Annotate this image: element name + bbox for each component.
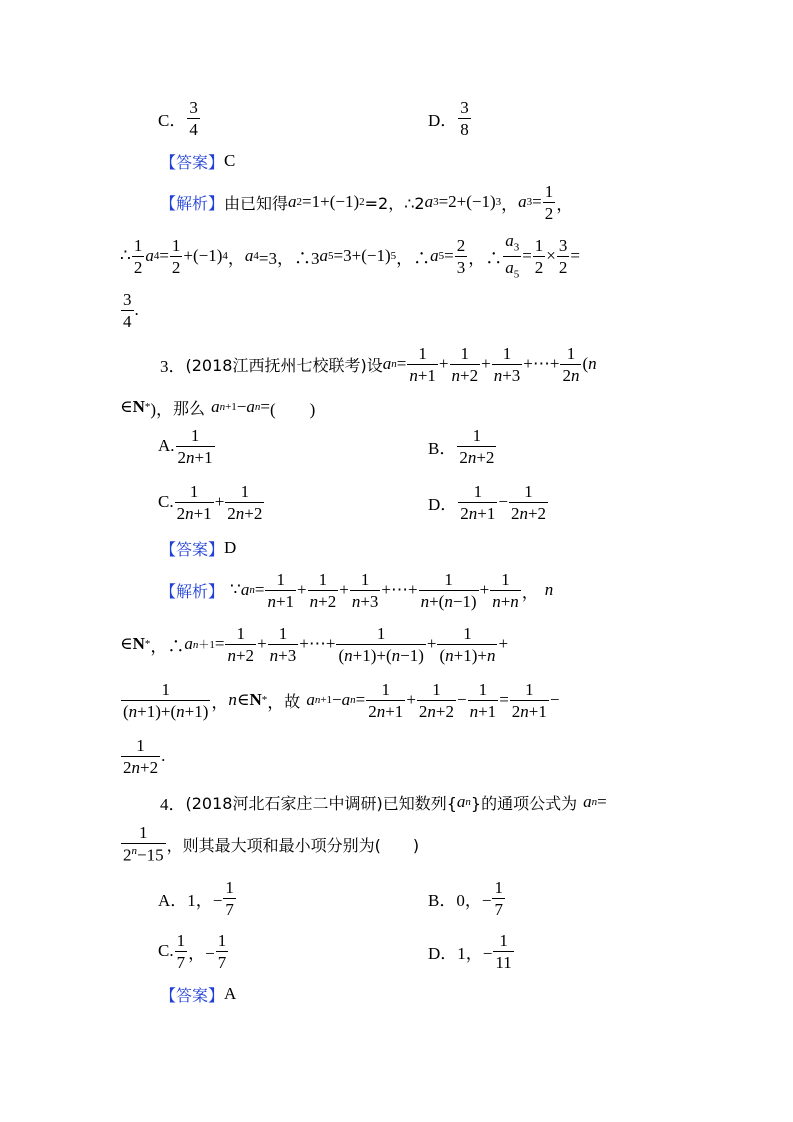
fraction: $\frac{1}{2}$ bbox=[133, 235, 143, 277]
fraction: $\frac{1}{7}$ bbox=[176, 930, 186, 972]
fraction: $\frac{1}{n+n}$ bbox=[492, 569, 519, 611]
fraction: $\frac{1}{2n+1}$ bbox=[460, 481, 496, 523]
q4-stem: 4． (2018河北石家庄二中调研)已知数列{ a n }的通项公式为 a n = bbox=[160, 792, 607, 814]
fraction: $\frac{1}{n+1}$ bbox=[267, 569, 295, 611]
fraction: $\frac{3}{4}$ bbox=[189, 97, 198, 139]
q4-answer: 【答案】 A bbox=[160, 984, 237, 1005]
q3-stem: 3． (2018江西抚州七校联考)设 a n = $\frac{1}{n+1}$ + $\frac{1}{n+2}$ + $\frac{1}{n+3}$ +⋯+ $\frac{1}{2n}$ ( n bbox=[160, 343, 597, 385]
q4-stem-line2: $\frac{1}{2^n-15}$ ，则其最大项和最小项分别为( ) bbox=[123, 823, 420, 865]
fraction: $\frac{1}{(n+1)+n}$ bbox=[439, 623, 496, 665]
q2-analysis-line3: $\frac{3}{4}$ . bbox=[123, 289, 139, 331]
q4-option-a: A．1，− $\frac{1}{7}$ bbox=[158, 877, 234, 919]
fraction: $\frac{1}{n+2}$ bbox=[451, 343, 479, 385]
fraction: $\frac{1}{2n}$ bbox=[562, 343, 580, 385]
fraction: $\frac{1}{2n+1}$ bbox=[368, 679, 404, 721]
fraction: $\frac{1}{2n+1}$ bbox=[177, 425, 213, 467]
fraction: $\frac{1}{n+2}$ bbox=[309, 569, 337, 611]
fraction: $\frac{1}{2n+2}$ bbox=[459, 425, 495, 467]
fraction: $\frac{1}{2n+2}$ bbox=[510, 481, 547, 523]
q3-analysis-line1: 【解析】 ∵ a n = $\frac{1}{n+1}$ + $\frac{1}{n+2}$ + $\frac{1}{n+3}$ +⋯+ $\frac{1}{n+(n-1)}$ + $\frac{1}{n+n}$ ， n bbox=[160, 569, 554, 611]
fraction: $\frac{1}{2}$ bbox=[534, 235, 544, 277]
q2-analysis-line1: 【解析】 由已知得 a 2 =1+(−1) 2 =2，∴2 a 3 =2+(−1) 3 ， a 3 = $\frac{1}{2}$ ， bbox=[160, 181, 574, 223]
q3-stem-line2: ∈ N * )， 那么 a n+1 − a n = ( ) bbox=[120, 397, 316, 419]
q2-analysis-line2: ∴ $\frac{1}{2}$ a 4 = $\frac{1}{2}$ +(−1) 4 ， a 4 =3，∴3 a 5 =3+(−1) 5 ，∴ a 5 = $\frac{2}{3}$ ，∴ $\frac{a_3}{a_5}$ = $\frac{1}{2}$ × $\frac{3}{2}$ = bbox=[120, 231, 580, 280]
fraction: $\frac{1}{2}$ bbox=[544, 181, 554, 223]
q2-option-c: C． $\frac{3}{4}$ bbox=[158, 97, 198, 139]
fraction: $\frac{1}{7}$ bbox=[225, 877, 234, 919]
q3-option-a: A. $\frac{1}{2n+1}$ bbox=[158, 425, 213, 467]
q3-analysis-line4: $\frac{1}{2n+2}$ . bbox=[123, 735, 166, 777]
q3-analysis-line3: $\frac{1}{(n+1)+(n+1)}$ ， n ∈ N * ， 故 a n+1 − a n = $\frac{1}{2n+1}$ + $\frac{1}{2n+2}$ − $\frac{1}{n+1}$ = $\frac{1}{2n+1}$ − bbox=[123, 679, 560, 721]
q2-answer: 【答案】 C bbox=[160, 151, 236, 172]
fraction: $\frac{1}{n+1}$ bbox=[469, 679, 497, 721]
fraction: $\frac{1}{n+3}$ bbox=[351, 569, 379, 611]
fraction: $\frac{1}{n+3}$ bbox=[269, 623, 297, 665]
fraction: $\frac{1}{7}$ bbox=[494, 877, 503, 919]
fraction: $\frac{1}{n+1}$ bbox=[409, 343, 436, 385]
fraction: $\frac{1}{2n+1}$ bbox=[176, 481, 212, 523]
fraction: $\frac{1}{11}$ bbox=[495, 930, 512, 972]
fraction: $\frac{1}{2n+2}$ bbox=[418, 679, 454, 721]
fraction: $\frac{1}{n+2}$ bbox=[227, 623, 255, 665]
q4-option-b: B．0，− $\frac{1}{7}$ bbox=[428, 877, 503, 919]
fraction: $\frac{1}{2^n-15}$ bbox=[123, 823, 164, 865]
fraction: $\frac{3}{4}$ bbox=[123, 289, 132, 331]
q3-option-c: C. $\frac{1}{2n+1}$ + $\frac{1}{2n+2}$ bbox=[158, 481, 263, 523]
fraction: $\frac{3}{2}$ bbox=[558, 235, 568, 277]
q3-option-d: D． $\frac{1}{2n+1}$ − $\frac{1}{2n+2}$ bbox=[428, 481, 547, 523]
q2-option-d: D． $\frac{3}{8}$ bbox=[428, 97, 469, 139]
fraction: $\frac{1}{2n+2}$ bbox=[123, 735, 159, 777]
fraction: $\frac{1}{2}$ bbox=[171, 235, 181, 277]
fraction: $\frac{1}{2n+2}$ bbox=[227, 481, 263, 523]
fraction: $\frac{3}{8}$ bbox=[460, 97, 469, 139]
fraction: $\frac{1}{2n+1}$ bbox=[511, 679, 547, 721]
q3-analysis-line2: ∈ N * ，∴ a n＋1 = $\frac{1}{n+2}$ + $\frac{1}{n+3}$ +⋯+ $\frac{1}{(n+1)+(n-1)}$ + $\frac{1}{(n+1)+n}$ + bbox=[120, 623, 509, 665]
fraction: $\frac{1}{n+3}$ bbox=[493, 343, 521, 385]
q4-option-d: D．1，− $\frac{1}{11}$ bbox=[428, 930, 512, 972]
fraction: $\frac{1}{(n+1)+(n-1)}$ bbox=[338, 623, 424, 665]
fraction: $\frac{a_3}{a_5}$ bbox=[505, 231, 520, 280]
q3-answer: 【答案】 D bbox=[160, 538, 237, 559]
q4-option-c: C. $\frac{1}{7}$ ，− $\frac{1}{7}$ bbox=[158, 930, 227, 972]
fraction: $\frac{1}{n+(n-1)}$ bbox=[420, 569, 477, 611]
fraction: $\frac{2}{3}$ bbox=[456, 235, 466, 277]
q3-option-b: B． $\frac{1}{2n+2}$ bbox=[428, 425, 495, 467]
fraction: $\frac{1}{7}$ bbox=[217, 930, 227, 972]
fraction: $\frac{1}{(n+1)+(n+1)}$ bbox=[123, 679, 209, 721]
